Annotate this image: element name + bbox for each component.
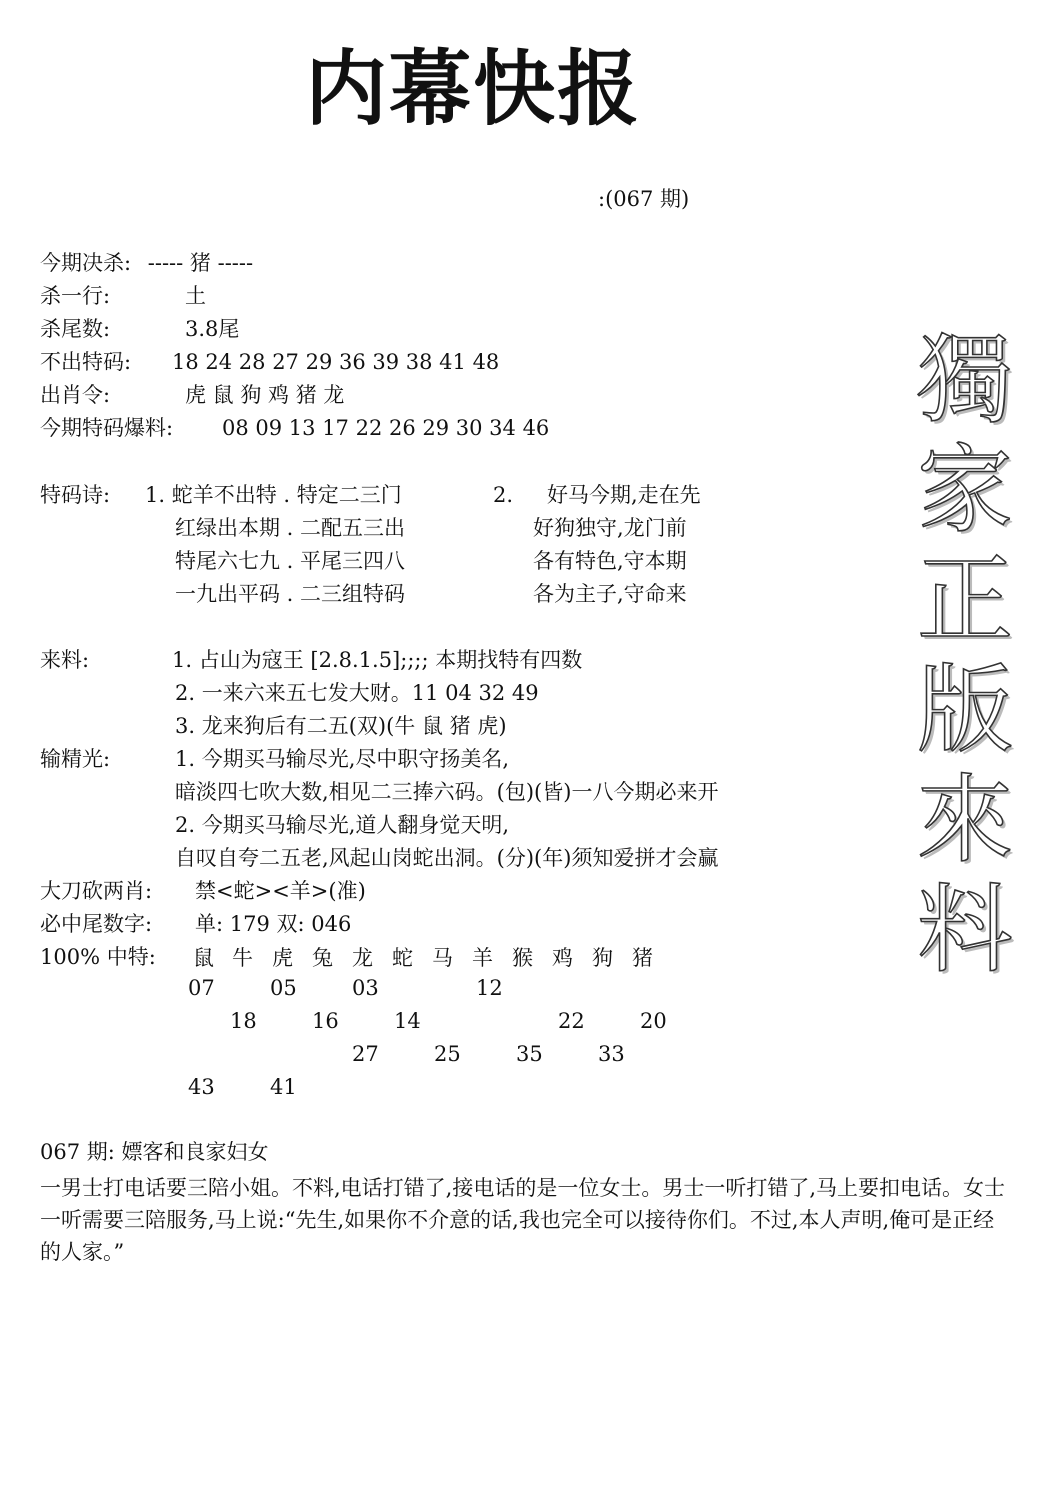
number-cell: 05 — [270, 976, 297, 1000]
number-cell: 22 — [558, 1009, 585, 1033]
number-cell: 12 — [476, 976, 503, 1000]
poem-right-line: 各有特色,守本期 — [533, 549, 687, 573]
lose-line: 自叹自夸二五老,风起山岗蛇出洞。(分)(年)须知爱拼才会赢 — [175, 846, 719, 870]
side-char: 料 — [917, 874, 1013, 986]
kill-tail-label: 杀尾数: — [40, 317, 111, 341]
number-cell: 14 — [394, 1009, 421, 1033]
source-item: 1. 占山为寇王 [2.8.1.5];;;; 本期找特有四数 — [172, 648, 583, 672]
no-special-label: 不出特码: — [40, 350, 132, 374]
number-cell: 41 — [270, 1075, 297, 1099]
kill-line-row — [40, 281, 110, 311]
page-title: 内幕快报 — [305, 42, 642, 137]
zodiac-cell: 马 — [432, 946, 453, 970]
number-cell: 16 — [312, 1009, 339, 1033]
kill-line-label: 杀一行: — [40, 284, 111, 308]
poem-right-number: 2. — [493, 483, 514, 507]
kill-value: ----- 猪 ----- — [147, 251, 254, 275]
blade-label: 大刀砍两肖: — [40, 879, 153, 903]
poem-right-line: 各为主子,守命来 — [533, 582, 687, 606]
poem-left-line: 1. 蛇羊不出特 . 特定二三门 — [145, 483, 402, 507]
zodiac-cell: 鼠 — [193, 946, 214, 970]
number-cell: 03 — [352, 976, 379, 1000]
kill-row — [40, 248, 253, 278]
number-cell: 43 — [188, 1075, 215, 1099]
source-item: 3. 龙来狗后有二五(双)(牛 鼠 猪 虎) — [175, 714, 507, 738]
kill-label: 今期决杀: — [40, 251, 132, 275]
issue-number: :(067 期) — [598, 187, 690, 211]
side-char: 獨 — [917, 324, 1013, 436]
number-cell: 25 — [434, 1042, 461, 1066]
lose-label: 输精光: — [40, 747, 111, 771]
zodiac-cell: 鸡 — [552, 946, 573, 970]
zodiac-cell: 兔 — [312, 946, 333, 970]
number-cell: 20 — [640, 1009, 667, 1033]
poem-right-line: 好狗独守,龙门前 — [533, 516, 687, 540]
no-special-value: 18 24 28 27 29 36 39 38 41 48 — [172, 350, 500, 374]
zodiac-cell: 狗 — [592, 946, 613, 970]
zodiac-order-value: 虎 鼠 狗 鸡 猪 龙 — [185, 383, 345, 407]
side-char: 家 — [917, 434, 1013, 546]
poem-right-line: 好马今期,走在先 — [547, 483, 701, 507]
hot-special-label: 今期特码爆料: — [40, 416, 174, 440]
hot-special-value: 08 09 13 17 22 26 29 30 34 46 — [222, 416, 550, 440]
poem-left-line: 一九出平码 . 二三组特码 — [175, 582, 406, 606]
zodiac-cell: 蛇 — [392, 946, 413, 970]
kill-line-value: 土 — [185, 284, 206, 308]
poem-left-line: 特尾六七九 . 平尾三四八 — [175, 549, 406, 573]
zodiac-cell: 虎 — [272, 946, 293, 970]
number-cell: 07 — [188, 976, 215, 1000]
lose-line: 暗淡四七吹大数,相见二三捧六码。(包)(皆)一八今期必来开 — [175, 780, 719, 804]
lose-line: 2. 今期买马输尽光,道人翻身觉天明, — [175, 813, 510, 837]
tail-digits-value: 单: 179 双: 046 — [195, 912, 352, 936]
zodiac-cell: 羊 — [472, 946, 493, 970]
joke-heading: 067 期: 嫖客和良家妇女 — [40, 1140, 269, 1164]
joke-text: 一男士打电话要三陪小姐。不料,电话打错了,接电话的是一位女士。男士一听打错了,马上要扣电话。女士一听需要三陪服务,马上说:“先生,如果你不介意的话,我也完全可以接待你们。不过,本人声明,俺可是正经的人家。” — [40, 1176, 1006, 1264]
zodiac-cell: 龙 — [352, 946, 373, 970]
blade-value: 禁<蛇><羊>(准) — [195, 879, 366, 903]
zodiac-cell: 猴 — [512, 946, 533, 970]
tail-digits-label: 必中尾数字: — [40, 912, 153, 936]
number-cell: 33 — [598, 1042, 625, 1066]
number-cell: 27 — [352, 1042, 379, 1066]
hundred-label: 100% 中特: — [40, 945, 156, 969]
side-char: 來 — [917, 764, 1013, 876]
source-label: 来料: — [40, 648, 90, 672]
zodiac-cell: 牛 — [232, 946, 253, 970]
side-char: 版 — [917, 654, 1013, 766]
zodiac-order-label: 出肖令: — [40, 383, 111, 407]
number-cell: 35 — [516, 1042, 543, 1066]
side-banner — [900, 325, 1030, 985]
poem-label: 特码诗: — [40, 483, 111, 507]
poem-left-line: 红绿出本期 . 二配五三出 — [175, 516, 406, 540]
lose-line: 1. 今期买马输尽光,尽中职守扬美名, — [175, 747, 510, 771]
kill-tail-value: 3.8尾 — [185, 317, 240, 341]
side-char: 正 — [917, 544, 1013, 656]
source-item: 2. 一来六来五七发大财。11 04 32 49 — [175, 681, 539, 705]
number-cell: 18 — [230, 1009, 257, 1033]
zodiac-cell: 猪 — [632, 946, 653, 970]
